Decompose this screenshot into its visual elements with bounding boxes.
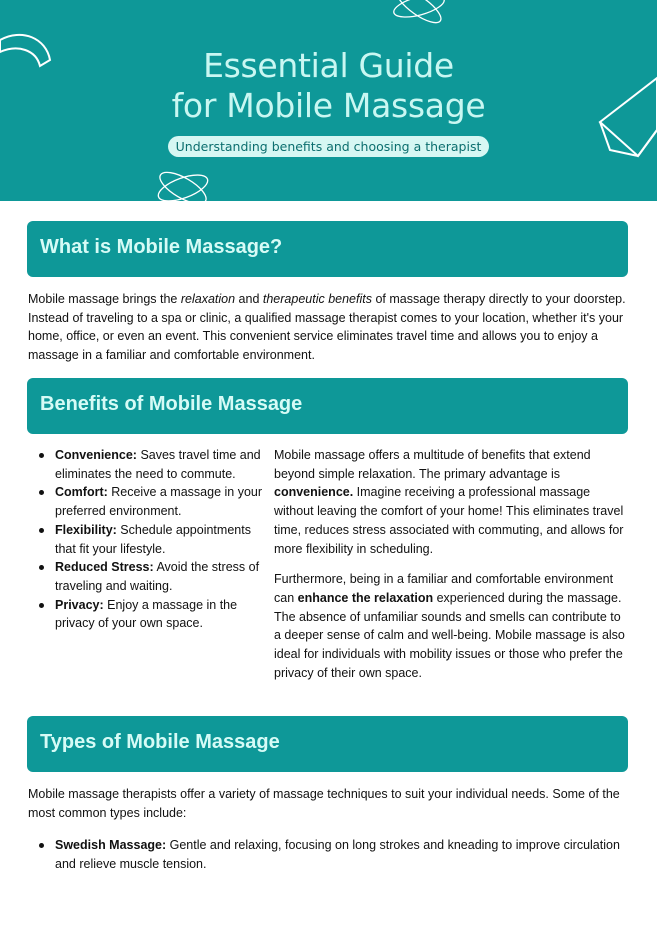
benefits-description (274, 446, 628, 682)
benefit-text: Schedule appointments that fit your lifestyle. (55, 522, 251, 556)
benefit-term: Privacy: (55, 597, 104, 612)
orbit-bottom-icon (155, 166, 211, 201)
text-run: Mobile massage brings the (28, 292, 181, 306)
orbit-top-icon (392, 0, 447, 28)
section-title: Types of Mobile Massage (40, 731, 280, 753)
subtitle-container (0, 136, 657, 157)
list-item (28, 521, 266, 558)
benefits-paragraph-2 (274, 570, 628, 682)
page-title-line2: for Mobile Massage (171, 86, 486, 125)
text-run: and (235, 292, 263, 306)
what-is-paragraph (28, 290, 628, 365)
types-list (28, 836, 628, 873)
bold-convenience: convenience. (274, 485, 354, 500)
text-run: Furthermore, being in a familiar and comfortable environment can (274, 572, 614, 605)
text-run: experienced during the massage. The absence of unfamiliar sounds and smells can contribute to a deeper sense of calm and well-being. Mobile massage is also ideal for individuals with mobility issues or those who prefer the privacy of their own space. (274, 590, 625, 680)
list-item (28, 446, 266, 483)
list-item (28, 483, 266, 520)
emphasis-therapeutic-benefits: therapeutic benefits (262, 292, 372, 306)
type-text: Gentle and relaxing, focusing on long strokes and kneading to improve circulation and relieve muscle tension. (55, 838, 620, 871)
list-item (28, 596, 266, 633)
page-title-line1: Essential Guide (203, 46, 454, 85)
text-run: Imagine receiving a professional massage without leaving the comfort of your home! This eliminates travel time, reduces stress associated with commuting, and allows for more flexibility in scheduling. (274, 485, 624, 556)
types-intro-text: Mobile massage therapists offer a variety of massage techniques to suit your individual needs. Some of the most common types include: (28, 787, 620, 820)
bold-enhance-relaxation: enhance the relaxation (297, 590, 434, 605)
section-heading-what-is (27, 221, 628, 277)
list-item (28, 836, 628, 873)
type-term: Swedish Massage: (55, 838, 167, 852)
types-intro (28, 785, 628, 822)
benefits-list (28, 446, 266, 633)
benefit-text: Avoid the stress of traveling and waiting. (55, 560, 260, 593)
benefit-text: Receive a massage in your preferred environment. (55, 485, 263, 519)
header-banner (0, 0, 657, 201)
benefit-text: Saves travel time and eliminates the need to commute. (55, 448, 261, 481)
subtitle-badge: Understanding benefits and choosing a therapist (168, 136, 490, 157)
benefit-term: Convenience: (55, 448, 137, 462)
section-heading-benefits (27, 378, 628, 434)
emphasis-relaxation: relaxation (180, 292, 236, 306)
section-title: What is Mobile Massage? (40, 236, 283, 258)
list-item (28, 558, 266, 595)
benefit-term: Comfort: (55, 485, 108, 500)
benefit-text: Enjoy a massage in the privacy of your own space. (55, 597, 238, 631)
section-heading-types (27, 716, 628, 772)
text-run: Mobile massage offers a multitude of benefits that extend beyond simple relaxation. The primary advantage is (274, 448, 591, 481)
benefit-term: Flexibility: (55, 522, 117, 537)
text-run: of massage therapy directly to your doorstep. Instead of traveling to a spa or clinic, a qualified massage therapist comes to your location, whether it's your home, office, or even an event. This convenient service eliminates travel time and allows you to enjoy a massage in a familiar and comfortable environment. (28, 292, 626, 363)
benefits-paragraph-1 (274, 446, 628, 558)
section-title: Benefits of Mobile Massage (40, 393, 303, 415)
benefit-term: Reduced Stress: (55, 560, 154, 575)
